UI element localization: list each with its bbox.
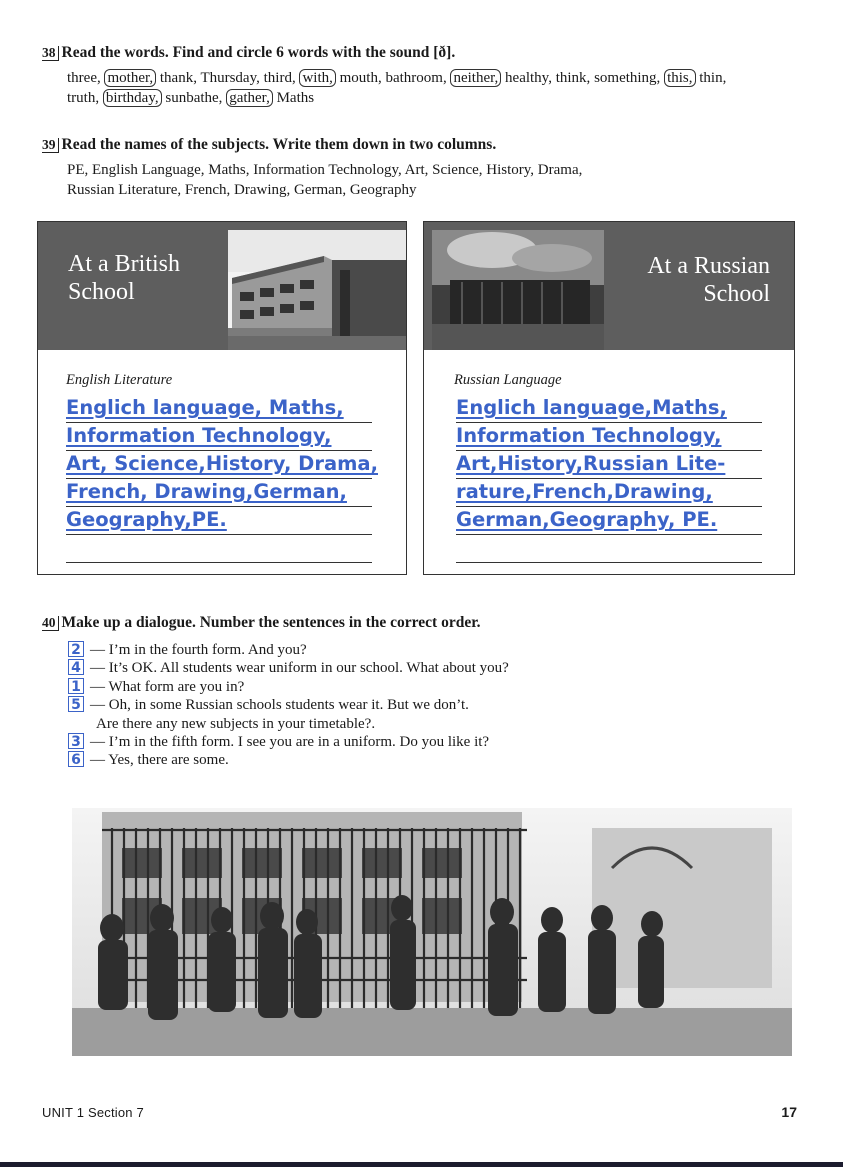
subject-list-line: Russian Literature, French, Drawing, German, Geography [67, 182, 417, 198]
word: mouth, [339, 70, 382, 86]
word: bathroom, [385, 70, 447, 86]
answer-line [66, 394, 372, 423]
circled-word: mother, [104, 69, 156, 87]
circled-word: this, [664, 69, 695, 87]
footer-unit: UNIT 1 Section 7 [42, 1105, 144, 1120]
handwritten-answer: Art, Science,History, Drama, [66, 452, 378, 475]
dialogue-text: — Oh, in some Russian schools students wear it. But we don’t. [90, 697, 469, 714]
word: thin, [699, 70, 727, 86]
order-number-box: 1 [68, 678, 84, 694]
handwritten-answer: Information Technology, [456, 424, 722, 447]
answer-line [66, 534, 372, 563]
order-number-box: 5 [68, 696, 84, 712]
dialogue-line [68, 751, 509, 769]
school-students-photo [72, 808, 792, 1056]
dialogue-line [68, 715, 509, 733]
circled-word: neither, [450, 69, 501, 87]
dialogue-line [68, 696, 509, 714]
handwritten-answer: Art,History,Russian Lite- [456, 452, 726, 475]
order-number-box: 2 [68, 641, 84, 657]
exercise-39 [42, 136, 812, 200]
british-school-photo [228, 230, 406, 350]
dialogue-text: — I’m in the fourth form. And you? [90, 642, 307, 658]
british-school-header [38, 222, 406, 350]
answer-line [456, 534, 762, 563]
handwritten-answer: Information Technology, [66, 424, 332, 447]
answer-line [456, 506, 762, 535]
handwritten-answer: rature,French,Drawing, [456, 480, 713, 503]
exercise-instruction: Read the words. Find and circle 6 words with the sound [ð]. [61, 44, 456, 61]
word: sunbathe, [165, 90, 223, 106]
dialogue-line [68, 641, 509, 659]
dialogue-text: — Yes, there are some. [90, 752, 229, 769]
dialogue-text: — I’m in the fifth form. I see you are in a uniform. Do you like it? [90, 733, 490, 750]
exercise-38 [42, 44, 812, 108]
subject-list-line: PE, English Language, Maths, Information Technology, Art, Science, History, Drama, [67, 162, 583, 178]
order-number-box: 3 [68, 733, 84, 749]
exercise-number: 39 [42, 138, 59, 153]
handwritten-answer: German,Geography, PE. [456, 508, 718, 531]
british-first-subject: English Literature [66, 372, 173, 388]
handwritten-answer: Englich language,Maths, [456, 396, 727, 419]
dialogue-line [68, 733, 509, 751]
word: think, [555, 70, 591, 86]
russian-school-header [424, 222, 794, 350]
word-list [67, 68, 727, 108]
dialogue-text: — What form are you in? [90, 678, 245, 695]
dialogue-line [68, 678, 509, 696]
british-school-panel [37, 221, 407, 575]
british-school-title: At a British School [68, 251, 180, 305]
word: Maths [276, 90, 315, 106]
russian-first-subject: Russian Language [454, 372, 562, 388]
exercise-instruction: Read the names of the subjects. Write them down in two columns. [61, 136, 497, 153]
answer-line [456, 422, 762, 451]
order-number-box: 6 [68, 751, 84, 767]
dialogue-line [68, 659, 509, 677]
circled-word: with, [299, 69, 335, 87]
exercise-number: 40 [42, 616, 59, 631]
exercise-number: 38 [42, 46, 59, 61]
circled-word: gather, [226, 89, 273, 107]
order-number-box: 4 [68, 659, 84, 675]
handwritten-answer: Geography,PE. [66, 508, 227, 531]
handwritten-answer: French, Drawing,German, [66, 480, 347, 503]
answer-line [66, 506, 372, 535]
answer-line [66, 478, 372, 507]
russian-school-panel [423, 221, 795, 575]
russian-school-photo [432, 230, 604, 350]
answer-line [456, 450, 762, 479]
answer-line [456, 394, 762, 423]
exercise-40 [42, 614, 812, 632]
exercise-instruction: Make up a dialogue. Number the sentences in the correct order. [61, 614, 481, 631]
word: Thursday, [200, 70, 260, 86]
word: thank, [159, 70, 197, 86]
word: third, [263, 70, 296, 86]
answer-line [66, 450, 378, 479]
dialogue-list [68, 641, 509, 770]
word: three, [67, 70, 101, 86]
handwritten-answer: Englich language, Maths, [66, 396, 344, 419]
circled-word: birthday, [103, 89, 162, 107]
dialogue-text: — It’s OK. All students wear uniform in our school. What about you? [90, 660, 509, 677]
russian-school-title: At a Russian School [647, 253, 770, 307]
bottom-edge [0, 1162, 843, 1167]
answer-line [456, 478, 762, 507]
subject-list [67, 160, 812, 200]
answer-line [66, 422, 372, 451]
word: truth, [67, 90, 100, 106]
word: something, [594, 70, 661, 86]
dialogue-text: Are there any new subjects in your timetable?. [96, 715, 376, 732]
page-number: 17 [781, 1104, 797, 1120]
word: healthy, [505, 70, 552, 86]
